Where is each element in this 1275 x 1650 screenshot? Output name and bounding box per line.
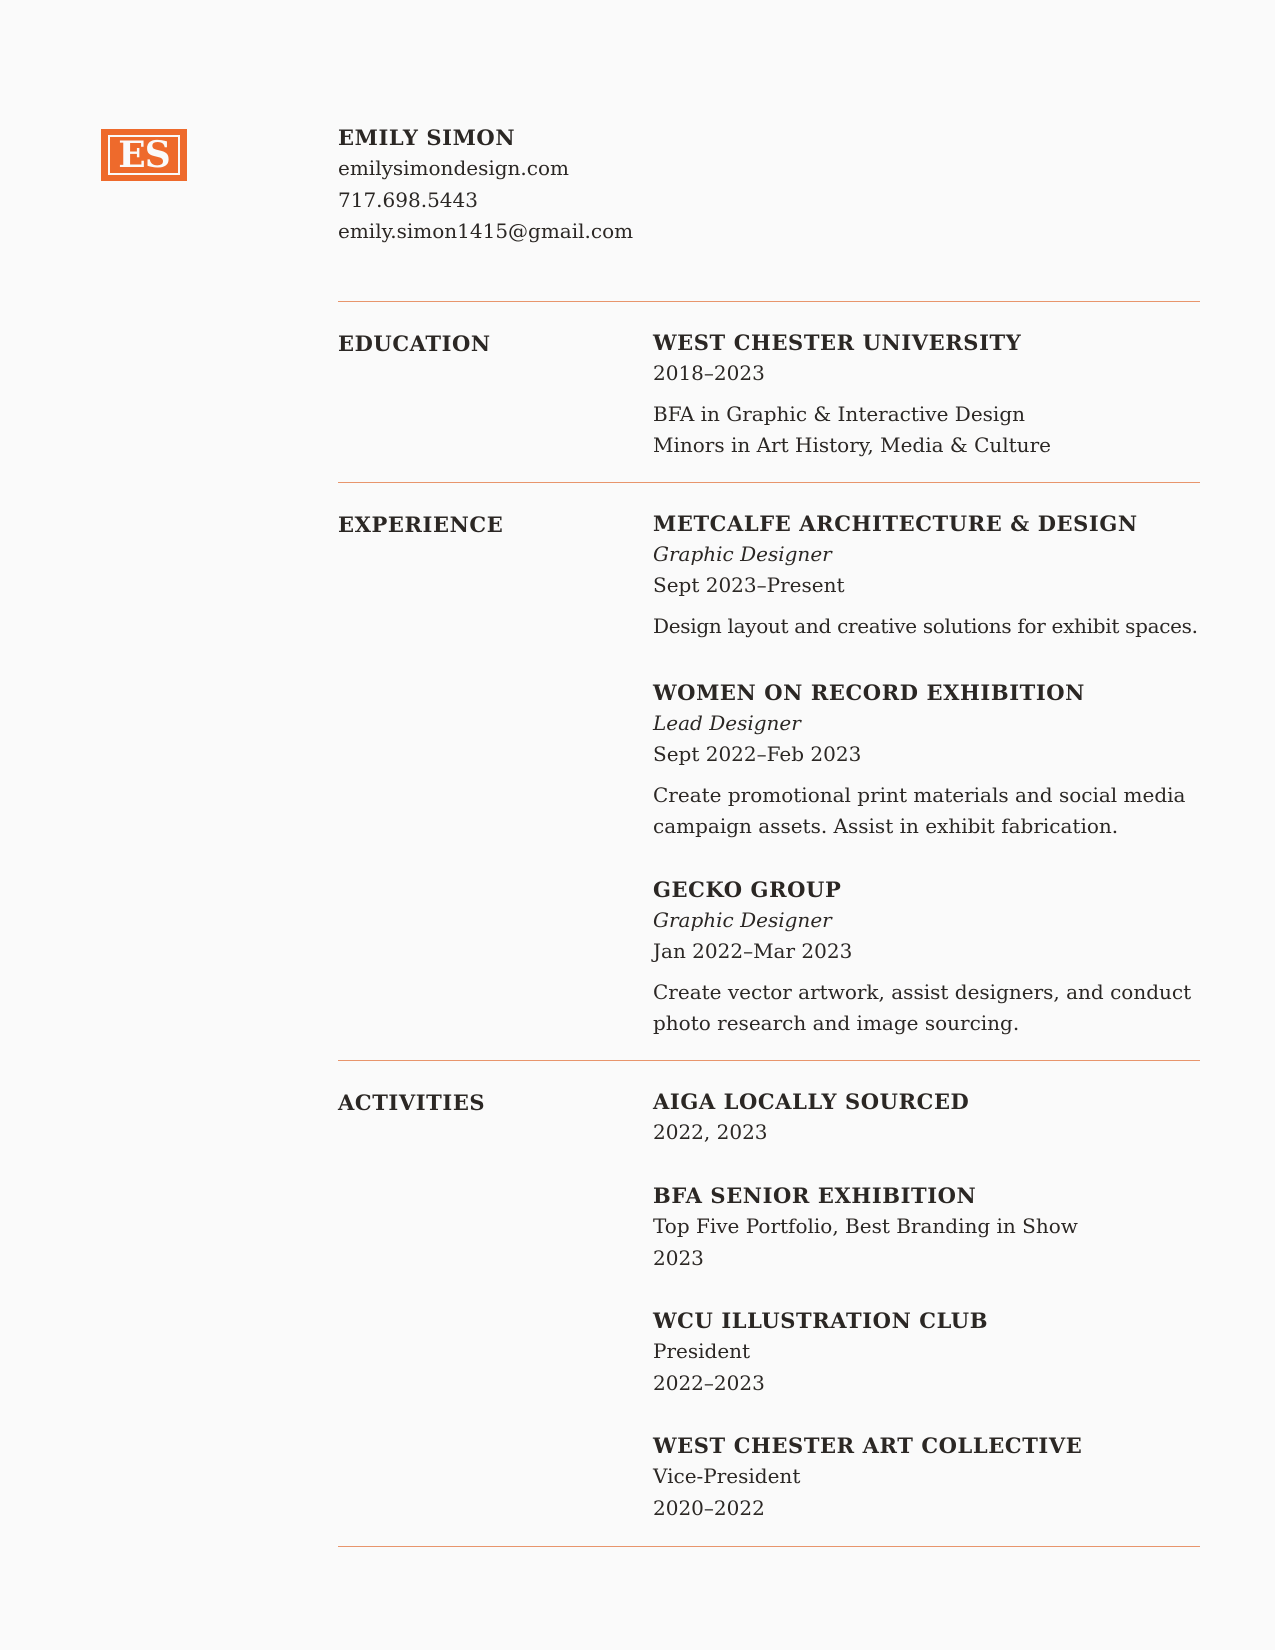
entry-dates: Jan 2022–Mar 2023	[653, 939, 853, 963]
person-name: EMILY SIMON	[338, 125, 516, 150]
entry-role: Graphic Designer	[653, 542, 832, 566]
email-link[interactable]: emily.simon1415@gmail.com	[338, 219, 634, 243]
entry-title: BFA SENIOR EXHIBITION	[653, 1183, 977, 1208]
experience-entry	[653, 677, 1213, 843]
section-label-activities: ACTIVITIES	[338, 1090, 486, 1115]
contact-header	[338, 122, 633, 248]
entry-dates: 2022, 2023	[653, 1120, 768, 1144]
section-divider	[338, 301, 1200, 302]
logo	[101, 129, 187, 181]
entry-detail: Top Five Portfolio, Best Branding in Show	[653, 1214, 1078, 1238]
entry-title: WOMEN ON RECORD EXHIBITION	[653, 680, 1085, 705]
phone-number[interactable]: 717.698.5443	[338, 187, 478, 212]
website-link[interactable]: emilysimondesign.com	[338, 156, 569, 180]
entry-description: Minors in Art History, Media & Culture	[653, 433, 1051, 457]
entry-description: Create promotional print materials and social media	[653, 782, 1186, 807]
entry-dates: 2023	[653, 1245, 704, 1270]
education-entry	[653, 327, 1213, 462]
entry-description: campaign assets. Assist in exhibit fabrication.	[653, 814, 1119, 838]
entry-role: Lead Designer	[653, 711, 801, 735]
experience-entry	[653, 874, 1213, 1040]
activity-entry	[653, 1180, 1213, 1274]
entry-role: Graphic Designer	[653, 908, 832, 932]
section-label-education: EDUCATION	[338, 331, 491, 356]
section-divider	[338, 1060, 1200, 1061]
activity-entry	[653, 1430, 1213, 1524]
entry-title: WEST CHESTER UNIVERSITY	[653, 330, 1022, 355]
entry-dates: Sept 2023–Present	[653, 573, 845, 597]
entry-dates: Sept 2022–Feb 2023	[653, 742, 862, 766]
entry-title: WEST CHESTER ART COLLECTIVE	[653, 1433, 1083, 1458]
entry-dates: 2022–2023	[653, 1370, 765, 1395]
section-divider	[338, 1546, 1200, 1547]
entry-description: Create vector artwork, assist designers, and conduct	[653, 979, 1192, 1004]
entry-title: AIGA LOCALLY SOURCED	[653, 1089, 970, 1114]
entry-title: WCU ILLUSTRATION CLUB	[653, 1308, 989, 1333]
logo-monogram: ES	[118, 134, 170, 176]
section-label-experience: EXPERIENCE	[338, 512, 504, 537]
entry-description: BFA in Graphic & Interactive Design	[653, 401, 1026, 426]
section-divider	[338, 482, 1200, 483]
entry-title: METCALFE ARCHITECTURE & DESIGN	[653, 511, 1138, 536]
entry-role: Vice-President	[653, 1464, 801, 1488]
experience-entry	[653, 508, 1213, 642]
entry-description: photo research and image sourcing.	[653, 1011, 1020, 1035]
entry-title: GECKO GROUP	[653, 877, 842, 902]
activity-entry	[653, 1086, 1213, 1149]
entry-dates: 2018–2023	[653, 361, 765, 385]
entry-role: President	[653, 1339, 751, 1363]
entry-description: Design layout and creative solutions for exhibit spaces.	[653, 613, 1198, 638]
entry-dates: 2020–2022	[653, 1495, 765, 1520]
activity-entry	[653, 1305, 1213, 1399]
logo-frame	[108, 135, 180, 175]
